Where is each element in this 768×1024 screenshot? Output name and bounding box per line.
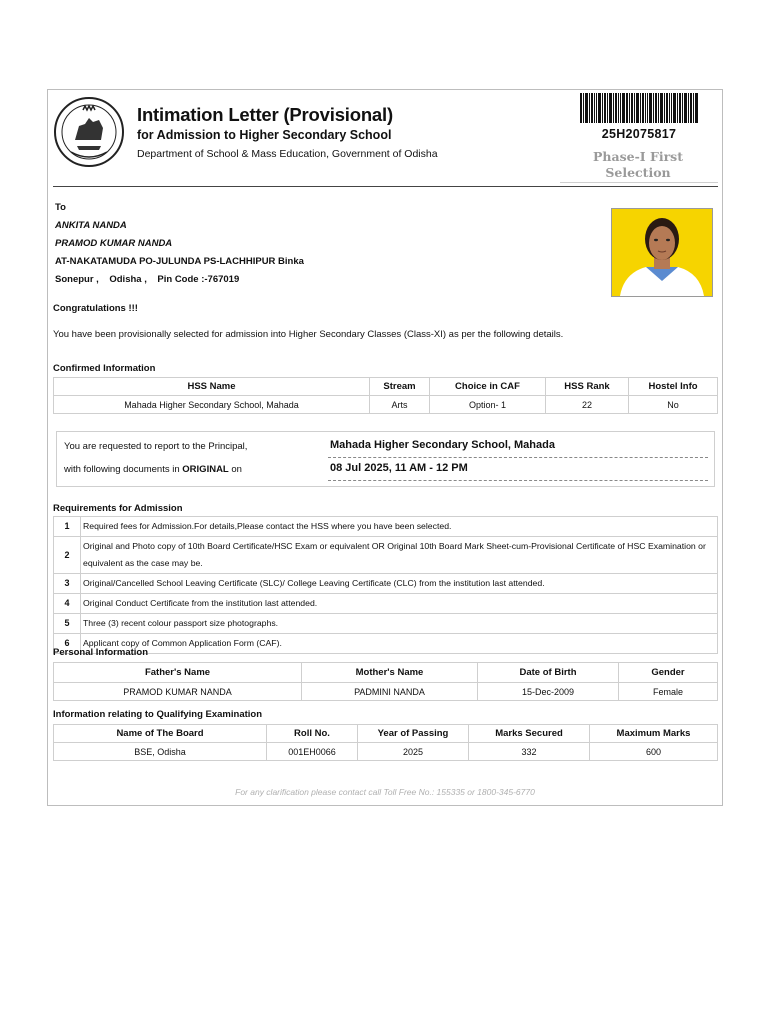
registration-number: 25H2075817: [601, 127, 677, 141]
requirement-text: Original/Cancelled School Leaving Certificate (SLC)/ College Leaving Certificate (CLC) from the institution last attended.: [81, 574, 718, 594]
requirement-number: 6: [54, 634, 81, 654]
column-header: Roll No.: [267, 725, 358, 743]
column-header: Mother's Name: [302, 663, 478, 683]
table-cell: Arts: [370, 396, 430, 414]
column-header: Marks Secured: [469, 725, 590, 743]
table-row: [54, 614, 718, 634]
report-datetime: 08 Jul 2025, 11 AM - 12 PM: [330, 462, 468, 474]
table-row: [54, 517, 718, 537]
odisha-emblem-icon: [53, 96, 125, 168]
address-to: To: [55, 202, 66, 213]
personal-table: [53, 662, 718, 701]
table-header-row: [54, 725, 718, 743]
requirement-number: 4: [54, 594, 81, 614]
table-cell: Option- 1: [430, 396, 546, 414]
candidate-name: ANKITA NANDA: [55, 220, 127, 231]
table-cell: 600: [590, 743, 718, 761]
address-line1: AT-NAKATAMUDA PO-JULUNDA PS-LACHHIPUR Binka: [55, 256, 304, 267]
section-heading-exam: Information relating to Qualifying Examination: [53, 709, 263, 720]
footer-helpline: For any clarification please contact call Toll Free No.: 155335 or 1800-345-6770: [235, 787, 535, 797]
requirement-text: Original Conduct Certificate from the institution last attended.: [81, 594, 718, 614]
requirement-number: 5: [54, 614, 81, 634]
column-header: Maximum Marks: [590, 725, 718, 743]
table-cell: 22: [546, 396, 629, 414]
report-instruction: You are requested to report to the Principal,: [64, 441, 248, 452]
report-documents-prefix: with following documents in: [64, 464, 183, 475]
candidate-photo: [611, 208, 713, 297]
column-header: Gender: [619, 663, 718, 683]
section-heading-personal: Personal Information: [53, 647, 149, 658]
column-header: HSS Name: [54, 378, 370, 396]
selection-phase: [578, 149, 698, 181]
intro-text: You have been provisionally selected for admission into Higher Secondary Classes (Class-XI) as per the following details.: [53, 329, 564, 340]
table-cell: Mahada Higher Secondary School, Mahada: [54, 396, 370, 414]
column-header: Choice in CAF: [430, 378, 546, 396]
requirement-text: Three (3) recent colour passport size photographs.: [81, 614, 718, 634]
column-header: HSS Rank: [546, 378, 629, 396]
table-row: [54, 396, 718, 414]
table-row: [54, 594, 718, 614]
requirement-number: 1: [54, 517, 81, 537]
greeting: Congratulations !!!: [53, 303, 138, 314]
table-row: [54, 634, 718, 654]
column-header: Name of The Board: [54, 725, 267, 743]
report-school: Mahada Higher Secondary School, Mahada: [330, 439, 555, 451]
person-photo-icon: [612, 209, 712, 296]
column-header: Year of Passing: [358, 725, 469, 743]
requirement-number: 3: [54, 574, 81, 594]
column-header: Stream: [370, 378, 430, 396]
barcode-icon: [580, 93, 698, 123]
table-row: [54, 574, 718, 594]
table-cell: 332: [469, 743, 590, 761]
table-cell: BSE, Odisha: [54, 743, 267, 761]
requirement-number: 2: [54, 537, 81, 574]
table-cell: Female: [619, 683, 718, 701]
requirement-text: Applicant copy of Common Application Form (CAF).: [81, 634, 718, 654]
table-row: [54, 683, 718, 701]
report-documents: [64, 464, 242, 475]
table-cell: PRAMOD KUMAR NANDA: [54, 683, 302, 701]
requirement-text: Original and Photo copy of 10th Board Certificate/HSC Exam or equivalent OR Original 10th Board Mark Sheet-cum-Provisional Certificate of HSC Examination or equivalent as the case may be.: [81, 537, 718, 574]
exam-table: [53, 724, 718, 761]
table-cell: 001EH0066: [267, 743, 358, 761]
table-row: [54, 743, 718, 761]
address-line2: Sonepur , Odisha , Pin Code :-767019: [55, 274, 240, 285]
report-documents-suffix: on: [228, 464, 242, 475]
confirmed-table: [53, 377, 718, 414]
table-header-row: [54, 663, 718, 683]
requirements-table: [53, 516, 718, 654]
section-heading-confirmed: Confirmed Information: [53, 363, 156, 374]
divider: [560, 182, 718, 183]
department-name: Department of School & Mass Education, Government of Odisha: [137, 148, 438, 160]
page-subtitle: for Admission to Higher Secondary School: [137, 128, 392, 142]
guardian-name: PRAMOD KUMAR NANDA: [55, 238, 173, 249]
divider: [328, 457, 708, 458]
selection-phase-line2: Selection: [605, 165, 671, 180]
selection-phase-line1: Phase-I First: [593, 149, 683, 164]
table-header-row: [54, 378, 718, 396]
page-title: Intimation Letter (Provisional): [137, 104, 393, 125]
table-row: [54, 537, 718, 574]
report-documents-original: ORIGINAL: [182, 464, 229, 475]
divider: [53, 186, 718, 187]
table-cell: No: [629, 396, 718, 414]
section-heading-requirements: Requirements for Admission: [53, 503, 183, 514]
column-header: Hostel Info: [629, 378, 718, 396]
table-cell: 2025: [358, 743, 469, 761]
requirement-text: Required fees for Admission.For details,Please contact the HSS where you have been selected.: [81, 517, 718, 537]
table-cell: 15-Dec-2009: [478, 683, 619, 701]
column-header: Father's Name: [54, 663, 302, 683]
table-cell: PADMINI NANDA: [302, 683, 478, 701]
column-header: Date of Birth: [478, 663, 619, 683]
divider: [328, 480, 708, 481]
